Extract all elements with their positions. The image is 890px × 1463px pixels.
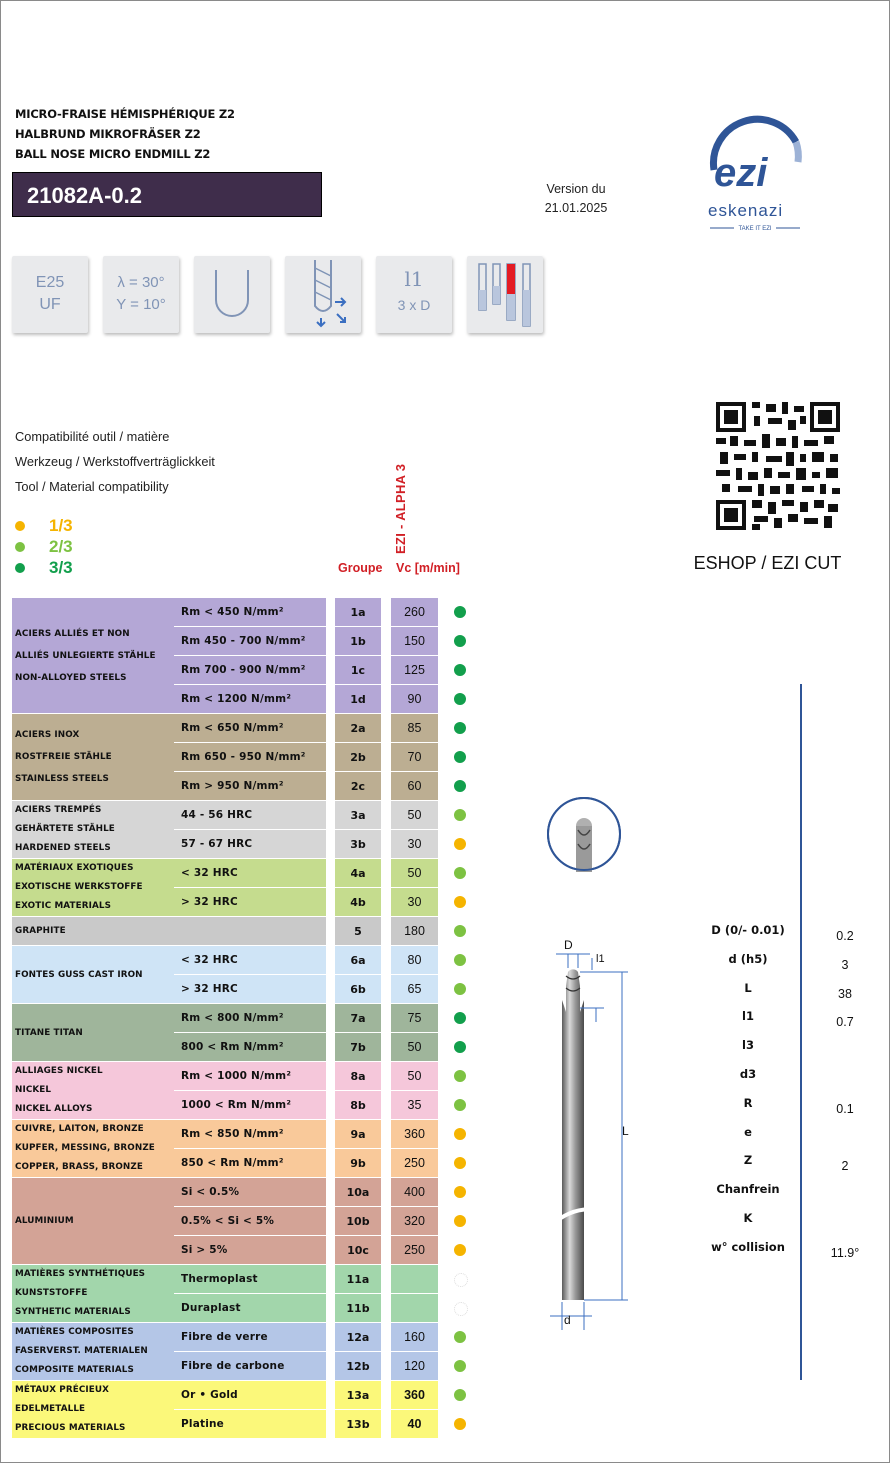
material-group-code: 2c bbox=[335, 772, 381, 800]
tool-dimension-drawing bbox=[540, 930, 640, 1340]
material-group-text: PRECIOUS MATERIALS bbox=[15, 1423, 126, 1433]
material-group-text: ALLIÉS UNLEGIERTE STÄHLE bbox=[15, 650, 156, 661]
material-condition: Si > 5% bbox=[174, 1236, 326, 1264]
material-group-code: 7a bbox=[335, 1004, 381, 1032]
material-group-text: ALLIAGES NICKEL bbox=[15, 1066, 103, 1076]
cutting-directions-icon bbox=[285, 256, 361, 333]
cutting-speed-value: 50 bbox=[391, 801, 438, 829]
material-condition: Rm < 1000 N/mm² bbox=[174, 1062, 326, 1090]
material-group-label bbox=[12, 1265, 174, 1322]
dimension-value: 0.7 bbox=[836, 1015, 854, 1030]
cutting-speed-value: 120 bbox=[391, 1352, 438, 1380]
compatibility-rating-icon bbox=[454, 1215, 466, 1227]
cutting-speed-value: 50 bbox=[391, 859, 438, 887]
material-group-code: 6b bbox=[335, 975, 381, 1003]
material-group-text: FONTES GUSS CAST IRON bbox=[15, 969, 143, 980]
ball-nose-profile-icon bbox=[194, 256, 270, 333]
dimension-label: R bbox=[743, 1095, 753, 1110]
material-group-label bbox=[12, 917, 174, 945]
cutting-speed-value: 260 bbox=[391, 598, 438, 626]
material-condition: 57 - 67 HRC bbox=[174, 830, 326, 858]
cutting-speed-value: 320 bbox=[391, 1207, 438, 1235]
material-group-code: 3b bbox=[335, 830, 381, 858]
material-group-code: 13a bbox=[335, 1381, 381, 1409]
material-condition: Duraplast bbox=[174, 1294, 326, 1322]
material-group-label bbox=[12, 946, 174, 1003]
material-group-text: ACIERS TREMPÉS bbox=[15, 805, 102, 815]
material-group-text: NICKEL ALLOYS bbox=[15, 1104, 93, 1114]
title-fr: MICRO-FRAISE HÉMISPHÉRIQUE Z2 bbox=[15, 107, 235, 121]
rating-dot-icon bbox=[15, 521, 25, 531]
cutting-speed-value: 125 bbox=[391, 656, 438, 684]
compatibility-rating-icon bbox=[454, 635, 466, 647]
material-group-label bbox=[12, 859, 174, 916]
dimension-value: 38 bbox=[838, 986, 852, 1001]
material-group-code: 1b bbox=[335, 627, 381, 655]
dimension-label: l1 bbox=[742, 1009, 754, 1024]
compat-de: Werkzeug / Werkstoffverträglickkeit bbox=[15, 454, 215, 469]
qr-code[interactable] bbox=[716, 402, 840, 530]
compatibility-rating-icon bbox=[454, 1331, 466, 1343]
dimension-divider bbox=[800, 684, 802, 1380]
drawing-label-D: D bbox=[564, 938, 573, 952]
material-group-text: TITANE TITAN bbox=[15, 1027, 83, 1038]
rating-dot-icon bbox=[15, 563, 25, 573]
ball-nose-zoom-image bbox=[546, 796, 622, 872]
cutting-speed-value: 150 bbox=[391, 627, 438, 655]
cutting-speed-value bbox=[391, 1294, 438, 1322]
compatibility-rating-icon bbox=[454, 606, 466, 618]
dimension-label: d (h5) bbox=[728, 951, 768, 966]
compatibility-rating-icon bbox=[454, 722, 466, 734]
tool-lengths-icon bbox=[467, 256, 543, 333]
dimension-value: 0.1 bbox=[836, 1101, 854, 1116]
material-condition: Rm 650 - 950 N/mm² bbox=[174, 743, 326, 771]
compatibility-rating-icon bbox=[454, 1389, 466, 1401]
compatibility-rating-icon bbox=[454, 1157, 466, 1169]
material-group-code: 2a bbox=[335, 714, 381, 742]
material-group-text: COMPOSITE MATERIALS bbox=[15, 1365, 134, 1375]
compatibility-text bbox=[15, 424, 215, 499]
compatibility-rating-icon bbox=[454, 1302, 468, 1316]
material-condition: Rm < 650 N/mm² bbox=[174, 714, 326, 742]
length-ratio-icon: l1 3 x D bbox=[376, 256, 452, 333]
dimension-label: Chanfrein bbox=[716, 1182, 780, 1197]
groupe-header: Groupe bbox=[338, 561, 383, 575]
material-group-code: 5 bbox=[335, 917, 381, 945]
compatibility-rating-icon bbox=[454, 838, 466, 850]
cutting-speed-value: 90 bbox=[391, 685, 438, 713]
compatibility-rating-icon bbox=[454, 1244, 466, 1256]
compatibility-rating-icon bbox=[454, 1012, 466, 1024]
dimension-value: 0.2 bbox=[836, 929, 854, 943]
material-condition: Rm 700 - 900 N/mm² bbox=[174, 656, 326, 684]
material-group-code: 1c bbox=[335, 656, 381, 684]
material-condition: Rm < 850 N/mm² bbox=[174, 1120, 326, 1148]
material-group-code: 10a bbox=[335, 1178, 381, 1206]
material-group-label bbox=[12, 1120, 174, 1177]
cutting-speed-value: 75 bbox=[391, 1004, 438, 1032]
compatibility-rating-icon bbox=[454, 664, 466, 676]
title-de: HALBRUND MIKROFRÄSER Z2 bbox=[15, 127, 201, 141]
material-group-code: 8b bbox=[335, 1091, 381, 1119]
material-group-text: NON-ALLOYED STEELS bbox=[15, 672, 127, 683]
cutting-speed-value: 360 bbox=[391, 1120, 438, 1148]
cutting-speed-value bbox=[391, 1265, 438, 1293]
material-group-code: 6a bbox=[335, 946, 381, 974]
material-group-code: 11a bbox=[335, 1265, 381, 1293]
material-condition bbox=[174, 917, 326, 945]
material-group-text: MÉTAUX PRÉCIEUX bbox=[15, 1385, 109, 1395]
material-condition: Rm > 950 N/mm² bbox=[174, 772, 326, 800]
cutting-speed-value: 360 bbox=[391, 1381, 438, 1409]
material-condition: Rm < 1200 N/mm² bbox=[174, 685, 326, 713]
product-code: 21082A-0.2 bbox=[12, 172, 322, 217]
material-group-text: STAINLESS STEELS bbox=[15, 774, 109, 784]
material-group-text: NICKEL bbox=[15, 1085, 52, 1095]
material-group-label bbox=[12, 1323, 174, 1380]
cutting-speed-value: 400 bbox=[391, 1178, 438, 1206]
ezi-logo-icon bbox=[700, 108, 810, 236]
cutting-speed-value: 250 bbox=[391, 1149, 438, 1177]
material-group-text: ALUMINIUM bbox=[15, 1216, 74, 1226]
material-group-label bbox=[12, 1004, 174, 1061]
cutting-speed-value: 180 bbox=[391, 917, 438, 945]
material-group-text: CUIVRE, LAITON, BRONZE bbox=[15, 1124, 144, 1134]
material-group-code: 11b bbox=[335, 1294, 381, 1322]
material-condition: Rm 450 - 700 N/mm² bbox=[174, 627, 326, 655]
material-group-text: GRAPHITE bbox=[15, 926, 66, 936]
material-condition: Platine bbox=[174, 1410, 326, 1438]
tool-drawing-icon bbox=[540, 930, 640, 1340]
cutting-speed-value: 30 bbox=[391, 830, 438, 858]
compatibility-rating-icon bbox=[454, 1360, 466, 1372]
cutting-speed-value: 50 bbox=[391, 1033, 438, 1061]
material-group-code: 4b bbox=[335, 888, 381, 916]
material-group-text: EDELMETALLE bbox=[15, 1404, 86, 1414]
material-condition: 44 - 56 HRC bbox=[174, 801, 326, 829]
material-group-code: 3a bbox=[335, 801, 381, 829]
material-group-label bbox=[12, 714, 174, 800]
cutting-speed-value: 35 bbox=[391, 1091, 438, 1119]
material-group-text: KUPFER, MESSING, BRONZE bbox=[15, 1143, 155, 1153]
material-group-text: ROSTFREIE STÄHLE bbox=[15, 752, 112, 762]
material-group-label bbox=[12, 801, 174, 858]
material-condition: Thermoplast bbox=[174, 1265, 326, 1293]
dimension-label: D (0/- 0.01) bbox=[711, 923, 785, 937]
cutting-speed-value: 85 bbox=[391, 714, 438, 742]
cutting-speed-value: 65 bbox=[391, 975, 438, 1003]
cutting-speed-value: 70 bbox=[391, 743, 438, 771]
rating-dot-icon bbox=[15, 542, 25, 552]
material-condition: Rm < 800 N/mm² bbox=[174, 1004, 326, 1032]
material-group-label bbox=[12, 1178, 174, 1264]
material-group-code: 9b bbox=[335, 1149, 381, 1177]
material-group-code: 1a bbox=[335, 598, 381, 626]
cutting-speed-value: 60 bbox=[391, 772, 438, 800]
compatibility-rating-icon bbox=[454, 1070, 466, 1082]
material-group-label bbox=[12, 598, 174, 713]
material-condition: < 32 HRC bbox=[174, 946, 326, 974]
material-condition: 800 < Rm N/mm² bbox=[174, 1033, 326, 1061]
version-info bbox=[530, 180, 622, 218]
material-group-text: FASERVERST. MATERIALEN bbox=[15, 1346, 148, 1356]
compatibility-rating-icon bbox=[454, 954, 466, 966]
compatibility-rating-icon bbox=[454, 780, 466, 792]
logo-tagline: TAKE IT EZI bbox=[738, 226, 772, 232]
dimension-label: l3 bbox=[742, 1038, 754, 1053]
material-group-code: 12b bbox=[335, 1352, 381, 1380]
cutting-speed-value: 30 bbox=[391, 888, 438, 916]
compatibility-rating-icon bbox=[454, 751, 466, 763]
eshop-caption: ESHOP / EZI CUT bbox=[693, 553, 842, 573]
material-group-text: ACIERS ALLIÉS ET NON bbox=[15, 628, 130, 639]
dimension-label: Z bbox=[743, 1153, 753, 1168]
compatibility-rating-icon bbox=[454, 896, 466, 908]
material-group-code: 12a bbox=[335, 1323, 381, 1351]
material-group-text: KUNSTSTOFFE bbox=[15, 1288, 88, 1298]
dimension-label: w° collision bbox=[711, 1239, 785, 1254]
cutting-speed-value: 50 bbox=[391, 1062, 438, 1090]
material-group-text: GEHÄRTETE STÄHLE bbox=[15, 824, 115, 834]
material-condition: Si < 0.5% bbox=[174, 1178, 326, 1206]
compatibility-rating-icon bbox=[454, 1128, 466, 1140]
material-group-text: SYNTHETIC MATERIALS bbox=[15, 1307, 131, 1317]
qr-code-icon bbox=[716, 402, 840, 530]
cutting-speed-value: 80 bbox=[391, 946, 438, 974]
e25-uf-icon: E25 UF bbox=[12, 256, 88, 333]
material-group-code: 1d bbox=[335, 685, 381, 713]
cutting-speed-value: 250 bbox=[391, 1236, 438, 1264]
compatibility-rating-icon bbox=[454, 1418, 466, 1430]
compatibility-rating-icon bbox=[454, 1041, 466, 1053]
material-group-code: 10c bbox=[335, 1236, 381, 1264]
material-group-code: 2b bbox=[335, 743, 381, 771]
dimension-label: e bbox=[744, 1124, 752, 1139]
material-condition: Rm < 450 N/mm² bbox=[174, 598, 326, 626]
ezi-logo bbox=[700, 108, 810, 236]
material-group-text: HARDENED STEELS bbox=[15, 843, 111, 853]
drawing-label-d: d bbox=[564, 1313, 571, 1327]
compatibility-rating-icon bbox=[454, 1273, 468, 1287]
dimension-value: 2 bbox=[841, 1159, 849, 1174]
material-condition: > 32 HRC bbox=[174, 888, 326, 916]
material-condition: 0.5% < Si < 5% bbox=[174, 1207, 326, 1235]
material-condition: Or • Gold bbox=[174, 1381, 326, 1409]
material-group-label bbox=[12, 1381, 174, 1438]
drawing-label-L: L bbox=[622, 1124, 629, 1138]
material-group-text: ACIERS INOX bbox=[15, 730, 80, 740]
material-group-text: COPPER, BRASS, BRONZE bbox=[15, 1162, 143, 1172]
material-condition: 850 < Rm N/mm² bbox=[174, 1149, 326, 1177]
dimension-value: 11.9° bbox=[830, 1245, 860, 1260]
material-condition: Fibre de verre bbox=[174, 1323, 326, 1351]
compatibility-rating-icon bbox=[454, 867, 466, 879]
version-date: 21.01.2025 bbox=[544, 201, 608, 215]
compatibility-rating-icon bbox=[454, 983, 466, 995]
material-condition: > 32 HRC bbox=[174, 975, 326, 1003]
title-en: BALL NOSE MICRO ENDMILL Z2 bbox=[15, 147, 211, 161]
dimension-label: K bbox=[743, 1211, 753, 1225]
material-condition: 1000 < Rm N/mm² bbox=[174, 1091, 326, 1119]
compatibility-rating-icon bbox=[454, 1099, 466, 1111]
material-group-code: 4a bbox=[335, 859, 381, 887]
material-group-text: EXOTIC MATERIALS bbox=[15, 901, 112, 911]
material-condition: < 32 HRC bbox=[174, 859, 326, 887]
vc-header: Vc [m/min] bbox=[396, 561, 460, 575]
drawing-label-l1: l1 bbox=[596, 953, 605, 965]
version-label: Version du bbox=[546, 182, 606, 196]
cutting-speed-value: 40 bbox=[391, 1410, 438, 1438]
compat-fr: Compatibilité outil / matière bbox=[15, 429, 170, 444]
material-group-code: 8a bbox=[335, 1062, 381, 1090]
material-group-code: 7b bbox=[335, 1033, 381, 1061]
dimension-label: L bbox=[744, 980, 752, 995]
material-group-code: 13b bbox=[335, 1410, 381, 1438]
cutting-speed-value: 160 bbox=[391, 1323, 438, 1351]
dimension-label: d3 bbox=[739, 1067, 757, 1081]
compatibility-rating-icon bbox=[454, 1186, 466, 1198]
product-titles bbox=[15, 104, 235, 164]
material-group-text: EXOTISCHE WERKSTOFFE bbox=[15, 882, 143, 892]
material-group-text: MATIÈRES COMPOSITES bbox=[15, 1327, 134, 1337]
material-group-code: 10b bbox=[335, 1207, 381, 1235]
logo-mark: ezi bbox=[714, 151, 768, 195]
ball-nose-zoom-icon bbox=[546, 796, 622, 872]
compatibility-rating-icon bbox=[454, 809, 466, 821]
compat-en: Tool / Material compatibility bbox=[15, 479, 169, 494]
material-group-code: 9a bbox=[335, 1120, 381, 1148]
material-group-label bbox=[12, 1062, 174, 1119]
compatibility-rating-icon bbox=[454, 693, 466, 705]
material-group-text: MATÉRIAUX EXOTIQUES bbox=[15, 863, 134, 873]
logo-brand: eskenazi bbox=[708, 201, 784, 220]
material-condition: Fibre de carbone bbox=[174, 1352, 326, 1380]
helix-rake-angle-icon: λ = 30° Y = 10° bbox=[103, 256, 179, 333]
coating-header: EZI - ALPHA 3 bbox=[393, 463, 408, 554]
compatibility-rating-icon bbox=[454, 925, 466, 937]
dimension-value: 3 bbox=[841, 957, 849, 972]
material-group-text: MATIÈRES SYNTHÉTIQUES bbox=[15, 1269, 146, 1279]
